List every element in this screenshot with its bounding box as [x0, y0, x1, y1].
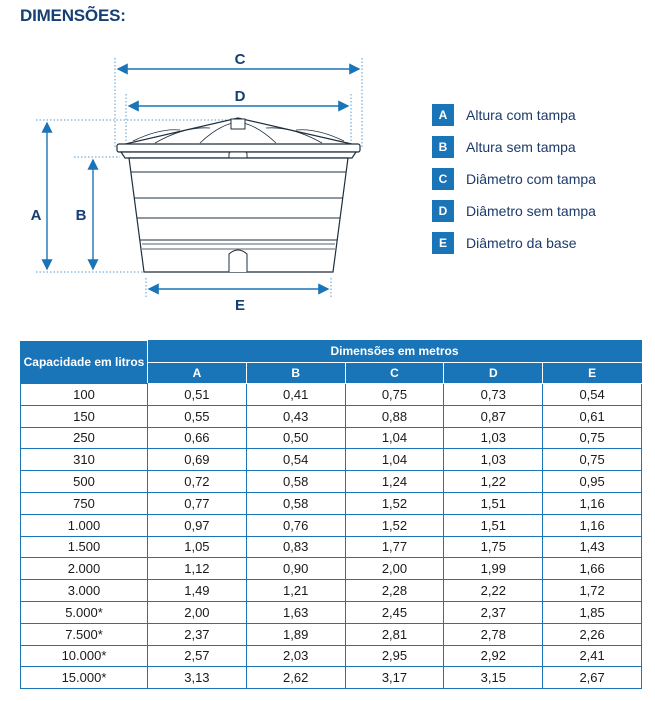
dimension-cell: 1,04 — [345, 449, 444, 471]
capacity-cell: 2.000 — [21, 558, 148, 580]
capacity-cell: 750 — [21, 492, 148, 514]
dimension-cell: 2,45 — [345, 601, 444, 623]
dimension-cell: 0,54 — [543, 384, 642, 406]
table-row — [21, 667, 642, 689]
dimension-cell: 0,75 — [543, 449, 642, 471]
table-row — [21, 384, 642, 406]
legend-text: Altura sem tampa — [466, 139, 576, 155]
legend-item-c — [432, 168, 596, 190]
column-header-c: C — [345, 362, 444, 384]
legend-item-b — [432, 136, 596, 158]
capacity-cell: 150 — [21, 405, 148, 427]
capacity-cell: 5.000* — [21, 601, 148, 623]
column-header-d: D — [444, 362, 543, 384]
capacity-cell: 10.000* — [21, 645, 148, 667]
table-row — [21, 405, 642, 427]
table-row — [21, 471, 642, 493]
dimension-cell: 1,24 — [345, 471, 444, 493]
dimension-cell: 1,85 — [543, 601, 642, 623]
dimension-cell: 0,54 — [246, 449, 345, 471]
dimension-cell: 0,43 — [246, 405, 345, 427]
dimension-cell: 0,50 — [246, 427, 345, 449]
dimension-cell: 0,87 — [444, 405, 543, 427]
dimension-cell: 2,26 — [543, 623, 642, 645]
dimension-cell: 0,90 — [246, 558, 345, 580]
dimension-cell: 2,28 — [345, 580, 444, 602]
column-header-b: B — [246, 362, 345, 384]
dimension-cell: 1,04 — [345, 427, 444, 449]
dimension-cell: 2,00 — [148, 601, 247, 623]
dimension-cell: 0,66 — [148, 427, 247, 449]
dimension-cell: 0,58 — [246, 471, 345, 493]
dimension-cell: 0,75 — [345, 384, 444, 406]
dimension-cell: 1,43 — [543, 536, 642, 558]
dimension-cell: 0,72 — [148, 471, 247, 493]
table-row — [21, 623, 642, 645]
dimension-cell: 0,58 — [246, 492, 345, 514]
dimension-cell: 1,72 — [543, 580, 642, 602]
capacity-cell: 310 — [21, 449, 148, 471]
dimension-cell: 0,61 — [543, 405, 642, 427]
dimension-cell: 0,51 — [148, 384, 247, 406]
dimension-cell: 1,51 — [444, 492, 543, 514]
dimension-cell: 0,88 — [345, 405, 444, 427]
dimension-cell: 0,76 — [246, 514, 345, 536]
capacity-cell: 15.000* — [21, 667, 148, 689]
column-header-e: E — [543, 362, 642, 384]
dimension-cell: 0,55 — [148, 405, 247, 427]
legend-badge: C — [432, 168, 454, 190]
dimension-label-a: A — [30, 207, 42, 224]
dimension-cell: 1,21 — [246, 580, 345, 602]
dimension-cell: 0,75 — [543, 427, 642, 449]
dimension-label-e: E — [234, 297, 246, 314]
dimension-cell: 2,62 — [246, 667, 345, 689]
dimension-cell: 1,63 — [246, 601, 345, 623]
dimension-cell: 1,75 — [444, 536, 543, 558]
legend-text: Diâmetro com tampa — [466, 171, 596, 187]
table-body — [21, 384, 642, 689]
legend-badge: A — [432, 104, 454, 126]
table-row — [21, 601, 642, 623]
dimension-label-b: B — [75, 207, 87, 224]
table-row — [21, 536, 642, 558]
dimension-cell: 1,05 — [148, 536, 247, 558]
dimensions-table — [20, 340, 642, 689]
legend-text: Diâmetro sem tampa — [466, 203, 596, 219]
legend-item-d — [432, 200, 596, 222]
dimension-cell: 0,73 — [444, 384, 543, 406]
water-tank-drawing — [117, 118, 360, 272]
dimension-legend — [432, 104, 596, 264]
dimension-cell: 2,67 — [543, 667, 642, 689]
legend-badge: E — [432, 232, 454, 254]
dimension-cell: 2,03 — [246, 645, 345, 667]
capacity-cell: 3.000 — [21, 580, 148, 602]
dimension-cell: 2,78 — [444, 623, 543, 645]
dimension-cell: 1,22 — [444, 471, 543, 493]
capacity-cell: 250 — [21, 427, 148, 449]
dimension-cell: 0,69 — [148, 449, 247, 471]
dimension-cell: 2,95 — [345, 645, 444, 667]
dimension-cell: 1,03 — [444, 449, 543, 471]
dimension-label-c: C — [234, 51, 246, 68]
dimension-cell: 3,15 — [444, 667, 543, 689]
dimension-cell: 0,41 — [246, 384, 345, 406]
capacity-header: Capacidade em litros — [21, 341, 148, 384]
dimension-cell: 2,41 — [543, 645, 642, 667]
dimension-cell: 2,22 — [444, 580, 543, 602]
legend-text: Diâmetro da base — [466, 235, 577, 251]
table-row — [21, 427, 642, 449]
dimension-cell: 1,12 — [148, 558, 247, 580]
legend-badge: B — [432, 136, 454, 158]
table-row — [21, 449, 642, 471]
legend-item-a — [432, 104, 596, 126]
dimension-cell: 2,00 — [345, 558, 444, 580]
dimension-cell: 1,49 — [148, 580, 247, 602]
dimension-cell: 3,17 — [345, 667, 444, 689]
dimension-cell: 1,16 — [543, 492, 642, 514]
table-row — [21, 514, 642, 536]
dimension-cell: 1,03 — [444, 427, 543, 449]
dimension-cell: 0,77 — [148, 492, 247, 514]
dimension-cell: 1,77 — [345, 536, 444, 558]
dimension-cell: 1,66 — [543, 558, 642, 580]
dimension-cell: 1,52 — [345, 492, 444, 514]
dimension-cell: 2,37 — [148, 623, 247, 645]
dimension-cell: 2,92 — [444, 645, 543, 667]
legend-item-e — [432, 232, 596, 254]
dimension-cell: 2,37 — [444, 601, 543, 623]
table-row — [21, 492, 642, 514]
dimension-cell: 1,52 — [345, 514, 444, 536]
capacity-cell: 100 — [21, 384, 148, 406]
dimension-cell: 1,89 — [246, 623, 345, 645]
dimension-cell: 1,51 — [444, 514, 543, 536]
legend-text: Altura com tampa — [466, 107, 576, 123]
capacity-cell: 1.000 — [21, 514, 148, 536]
table-header-row — [21, 341, 642, 363]
dimension-cell: 2,57 — [148, 645, 247, 667]
dimension-cell: 0,95 — [543, 471, 642, 493]
capacity-cell: 7.500* — [21, 623, 148, 645]
dimension-cell: 0,97 — [148, 514, 247, 536]
legend-badge: D — [432, 200, 454, 222]
table-row — [21, 558, 642, 580]
page-title: DIMENSÕES: — [20, 6, 126, 25]
dimension-cell: 1,16 — [543, 514, 642, 536]
dimension-cell: 2,81 — [345, 623, 444, 645]
dimensions-group-header: Dimensões em metros — [148, 341, 642, 363]
table-row — [21, 580, 642, 602]
dimension-cell: 0,83 — [246, 536, 345, 558]
capacity-cell: 1.500 — [21, 536, 148, 558]
dimension-cell: 3,13 — [148, 667, 247, 689]
dimension-cell: 1,99 — [444, 558, 543, 580]
table-row — [21, 645, 642, 667]
column-header-a: A — [148, 362, 247, 384]
capacity-cell: 500 — [21, 471, 148, 493]
dimension-label-d: D — [234, 88, 246, 105]
